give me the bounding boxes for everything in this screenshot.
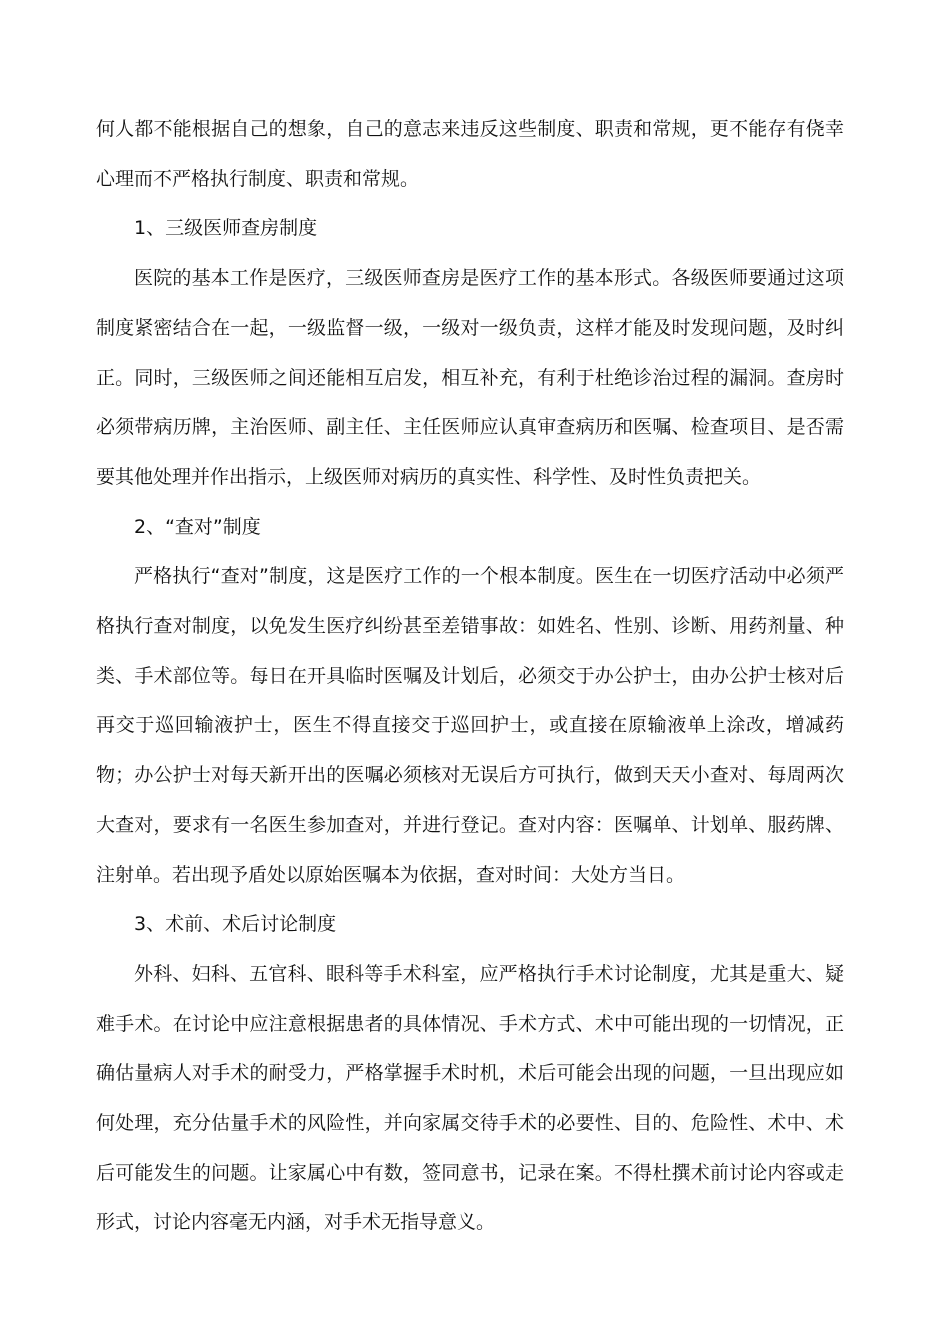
- document-body: [96, 105, 844, 1248]
- section-heading-ward-rounds: 1、三级医师查房制度: [134, 217, 318, 240]
- section-heading-surgery-discussion: 3、术前、术后讨论制度: [134, 913, 337, 936]
- paragraph-continuation: 何人都不能根据自己的想象，自己的意志来违反这些制度、职责和常规，更不能存有侥幸心理而不严格执行制度、职责和常规。: [96, 118, 844, 190]
- paragraph-surgery-discussion: 外科、妇科、五官科、眼科等手术科室，应严格执行手术讨论制度，尤其是重大、疑难手术。在讨论中应注意根据患者的具体情况、手术方式、术中可能出现的一切情况，正确估量病人对手术的耐受力，严格掌握手术时机，术后可能会出现的问题，一旦出现应如何处理，充分估量手术的风险性，并向家属交待手术的必要性、目的、危险性、术中、术后可能发生的问题。让家属心中有数，签同意书，记录在案。不得杜撰术前讨论内容或走形式，讨论内容毫无内涵，对手术无指导意义。: [96, 962, 844, 1234]
- paragraph-checking: 严格执行“查对”制度，这是医疗工作的一个根本制度。医生在一切医疗活动中必须严格执行查对制度，以免发生医疗纠纷甚至差错事故：如姓名、性别、诊断、用药剂量、种类、手术部位等。每日在开具临时医嘱及计划后，必须交于办公护士，由办公护士核对后再交于巡回输液护士，医生不得直接交于巡回护士，或直接在原输液单上涂改，增减药物；办公护士对每天新开出的医嘱必须核对无误后方可执行，做到天天小查对、每周两次大查对，要求有一名医生参加查对，并进行登记。查对内容：医嘱单、计划单、服药牌、注射单。若出现予盾处以原始医嘱本为依据，查对时间：大处方当日。: [96, 565, 844, 886]
- section-heading-checking: 2、“查对”制度: [134, 515, 261, 538]
- paragraph-ward-rounds: 医院的基本工作是医疗，三级医师查房是医疗工作的基本形式。各级医师要通过这项制度紧密结合在一起，一级监督一级，一级对一级负责，这样才能及时发现问题，及时纠正。同时，三级医师之间还能相互启发，相互补充，有利于杜绝诊治过程的漏洞。查房时必须带病历牌，主治医师、副主任、主任医师应认真审查病历和医嘱、检查项目、是否需要其他处理并作出指示，上级医师对病历的真实性、科学性、及时性负责把关。: [96, 267, 844, 488]
